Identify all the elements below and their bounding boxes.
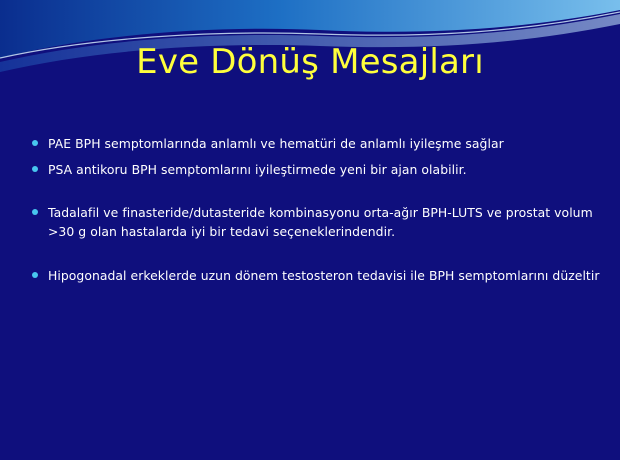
bullet-item xyxy=(32,203,602,241)
bullet-dot-icon xyxy=(32,166,38,172)
bullet-text: PAE BPH semptomlarında anlamlı ve hematüri de anlamlı iyileşme sağlar xyxy=(48,136,504,151)
bullet-item xyxy=(32,134,602,153)
bullet-dot-icon xyxy=(32,209,38,215)
slide-title: Eve Dönüş Mesajları xyxy=(136,42,484,82)
bullet-item xyxy=(32,160,602,179)
bullet-text: Hipogonadal erkeklerde uzun dönem testosteron tedavisi ile BPH semptomlarını düzeltir xyxy=(48,268,600,283)
bullet-text: Tadalafil ve finasteride/dutasteride kombinasyonu orta-ağır BPH-LUTS ve prostat volum >30 g olan hastalarda iyi bir tedavi seçeneklerindendir. xyxy=(48,205,593,239)
bullet-dot-icon xyxy=(32,272,38,278)
bullet-list xyxy=(32,134,602,285)
bullet-item xyxy=(32,266,602,285)
bullet-text: PSA antikoru BPH semptomlarını iyileştirmede yeni bir ajan olabilir. xyxy=(48,162,467,177)
bullet-dot-icon xyxy=(32,140,38,146)
